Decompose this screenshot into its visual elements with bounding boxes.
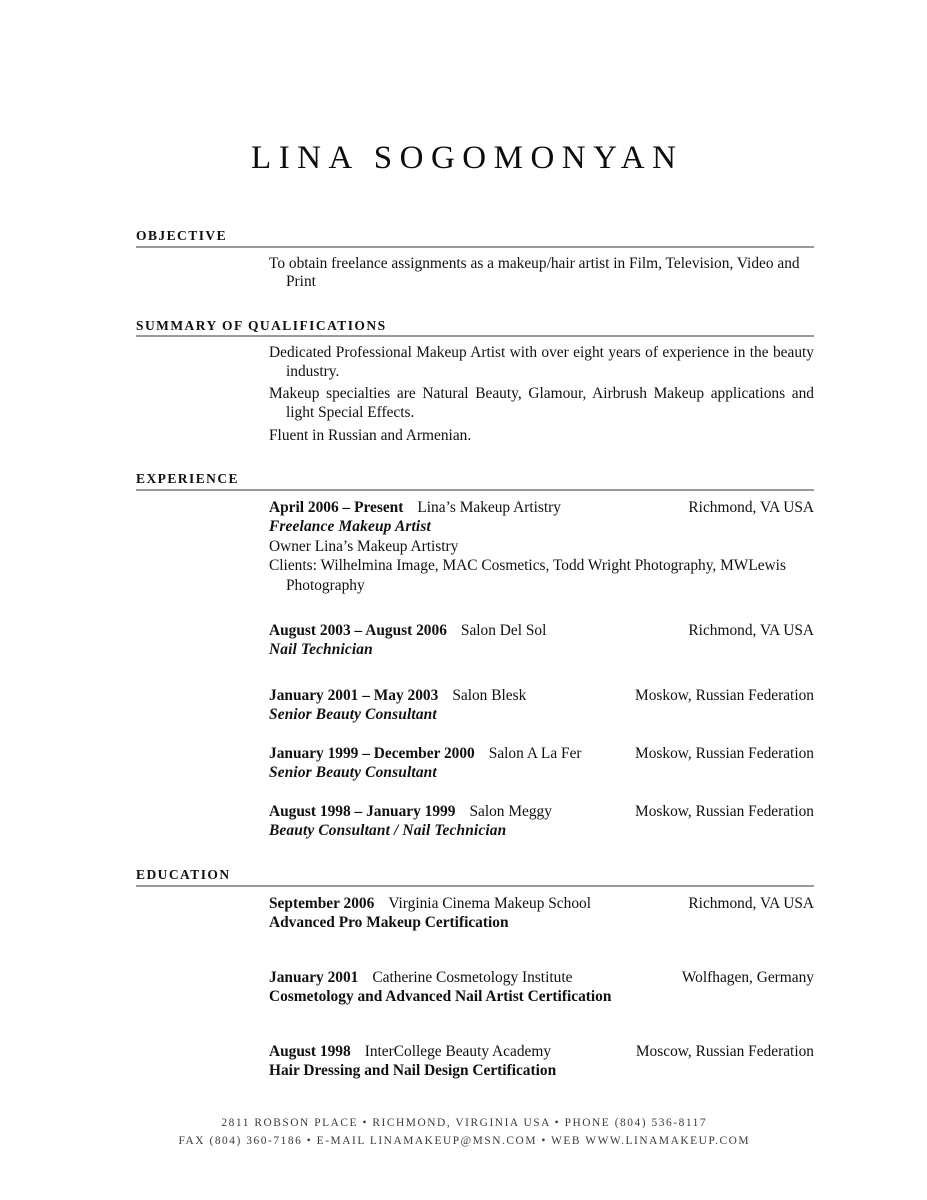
experience-entry [269,621,814,660]
entry-header [269,686,814,705]
entry-organization: Catherine Cosmetology Institute [372,968,573,986]
entry-credential: Cosmetology and Advanced Nail Artist Certification [269,987,612,1005]
entry-organization: InterCollege Beauty Academy [364,1042,552,1060]
section-experience [136,471,814,841]
entry-header [269,621,814,640]
entry-location: Wolfhagen, Germany [681,968,814,986]
entry-credential: Hair Dressing and Nail Design Certification [269,1061,557,1079]
page-footer [0,1114,927,1150]
page-title: LINA SOGOMONYAN [251,140,684,176]
entry-date: August 1998 – January 1999 [269,803,456,821]
section-heading-education: EDUCATION [136,867,231,883]
list-item: Fluent in Russian and Armenian. [269,426,472,444]
section-divider [136,246,814,248]
entry-date: January 1999 – December 2000 [269,745,475,763]
entry-job-title: Beauty Consultant / Nail Technician [269,822,507,840]
entry-header [269,1042,814,1061]
entry-organization: Lina’s Makeup Artistry [417,498,561,516]
entry-job-title: Nail Technician [269,641,373,659]
spacer [269,783,814,802]
entry-location: Moskow, Russian Federation [635,687,814,705]
resume-body [136,228,814,1081]
entry-date: September 2006 [269,894,375,912]
spacer [269,1007,814,1042]
spacer [269,933,814,968]
spacer [269,595,814,621]
section-heading-objective: OBJECTIVE [136,228,228,243]
education-body [269,894,814,1081]
entry-job-title: Senior Beauty Consultant [269,764,437,782]
section-divider [136,489,814,491]
entry-location: Richmond, VA USA [688,894,814,912]
section-divider [136,885,814,887]
entry-date: January 2001 [269,968,359,986]
entry-credential: Advanced Pro Makeup Certification [269,913,509,931]
entry-location: Moskow, Russian Federation [635,803,814,821]
entry-organization: Salon Blesk [452,687,527,705]
entry-header [269,498,814,517]
experience-entry [269,686,814,725]
entry-note: Clients: Wilhelmina Image, MAC Cosmetics, Todd Wright Photography, MWLewis Photography [269,557,786,594]
entry-organization: Salon Meggy [469,803,552,821]
entry-date: August 2003 – August 2006 [269,622,447,640]
entry-note: Owner Lina’s Makeup Artistry [269,537,459,555]
entry-date: April 2006 – Present [269,498,404,516]
spacer [269,725,814,744]
experience-entry [269,744,814,783]
entry-job-title: Freelance Makeup Artist [269,517,431,535]
summary-body [269,344,814,445]
section-summary [136,318,814,445]
experience-body [269,498,814,842]
objective-body [269,255,814,292]
entry-header [269,968,814,987]
experience-entry [269,802,814,841]
section-heading-summary: SUMMARY OF QUALIFICATIONS [136,317,387,333]
list-item: Makeup specialties are Natural Beauty, Glamour, Airbrush Makeup applications and light Special Effects. [269,385,814,421]
entry-organization: Salon A La Fer [488,745,582,763]
section-education [136,867,814,1081]
footer-contact-line: FAX (804) 360-7186 • E-MAIL LINAMAKEUP@MSN.COM • WEB WWW.LINAMAKEUP.COM [178,1135,751,1147]
list-item: Dedicated Professional Makeup Artist with over eight years of experience in the beauty industry. [269,344,814,380]
entry-location: Moscow, Russian Federation [635,1042,814,1060]
spacer [136,292,814,318]
entry-job-title: Senior Beauty Consultant [269,706,437,724]
entry-header [269,894,814,913]
entry-organization: Virginia Cinema Makeup School [388,894,591,912]
spacer [136,841,814,867]
entry-location: Moskow, Russian Federation [635,745,814,763]
footer-address-line: 2811 ROBSON PLACE • RICHMOND, VIRGINIA USA • PHONE (804) 536-8117 [221,1117,708,1129]
entry-location: Richmond, VA USA [688,622,814,640]
education-entry [269,968,814,1007]
entry-header [269,802,814,821]
spacer [269,660,814,686]
education-entry [269,1042,814,1081]
education-entry [269,894,814,933]
entry-date: January 2001 – May 2003 [269,687,439,705]
entry-location: Richmond, VA USA [688,498,814,516]
section-heading-experience: EXPERIENCE [136,471,240,487]
objective-text: To obtain freelance assignments as a makeup/hair artist in Film, Television, Video and Print [269,254,800,291]
experience-entry [269,498,814,596]
section-divider [136,335,814,337]
section-objective [136,228,814,292]
entry-organization: Salon Del Sol [460,622,547,640]
spacer [136,445,814,471]
entry-header [269,744,814,763]
entry-date: August 1998 [269,1042,351,1060]
